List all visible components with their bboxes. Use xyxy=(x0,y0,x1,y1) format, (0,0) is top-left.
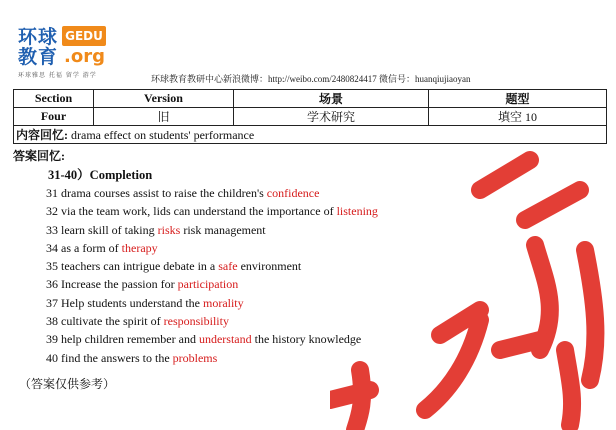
list-item xyxy=(46,330,378,348)
list-item xyxy=(46,202,378,220)
item-answer: risks xyxy=(157,222,181,237)
header-section: Section xyxy=(14,90,94,108)
item-text: 37 Help students understand the xyxy=(46,295,203,310)
logo-cn-line2: 教育 xyxy=(18,46,59,68)
list-item xyxy=(46,239,378,257)
logo-cn-line1: 环球 xyxy=(18,26,59,48)
cell-question-type: 填空 10 xyxy=(429,108,607,126)
item-text-after: the history knowledge xyxy=(251,332,362,347)
item-answer: confidence xyxy=(266,186,320,200)
logo-tagline: 环球雅思 托福 留学 游学 xyxy=(18,72,97,79)
item-text-after: environment xyxy=(237,259,302,274)
item-text: 38 cultivate the spirit of xyxy=(46,314,164,329)
list-item xyxy=(46,275,378,293)
item-answer: understand xyxy=(198,332,252,347)
list-item xyxy=(46,349,378,367)
item-text: 31 drama courses assist to raise the children's xyxy=(46,186,267,200)
cell-scene: 学术研究 xyxy=(234,108,429,126)
cell-version: 旧 xyxy=(94,108,234,126)
header-scene: 场景 xyxy=(234,90,429,108)
table-row xyxy=(14,108,607,126)
item-answer: listening xyxy=(336,204,378,219)
table-recall-row xyxy=(14,126,607,144)
weibo-contact-line: 环球教育教研中心新浪微博：http://weibo.com/2480824417 微信号：huanqiujiaoyan xyxy=(151,74,471,84)
item-answer: problems xyxy=(172,350,218,365)
item-answer: morality xyxy=(202,295,244,310)
item-text: 34 as a form of xyxy=(46,240,122,255)
gedu-logo xyxy=(18,26,114,82)
table-header-row xyxy=(14,90,607,108)
recall-text: drama effect on students' performance xyxy=(68,128,255,142)
list-item xyxy=(46,294,378,312)
list-item xyxy=(46,184,378,202)
item-text: 39 help children remember and xyxy=(46,332,199,347)
item-text: 33 learn skill of taking xyxy=(46,222,158,237)
list-item xyxy=(46,257,378,275)
answer-label: 答案回忆: xyxy=(13,149,65,163)
item-answer: therapy xyxy=(121,240,158,255)
item-text-after: risk management xyxy=(180,222,266,237)
cell-content-recall xyxy=(14,126,607,144)
section-title: 31-40）Completion xyxy=(48,168,153,182)
item-text: 35 teachers can intrigue debate in a xyxy=(46,259,219,274)
item-answer: responsibility xyxy=(163,314,229,329)
list-item xyxy=(46,221,378,239)
list-item xyxy=(46,312,378,330)
logo-gedu-box: GEDU xyxy=(62,26,106,46)
item-text: 36 Increase the passion for xyxy=(46,277,178,292)
answer-list xyxy=(46,184,378,367)
item-text: 40 find the answers to the xyxy=(46,350,173,365)
item-text: 32 via the team work, lids can understand the importance of xyxy=(46,204,337,219)
item-answer: safe xyxy=(218,259,238,274)
cell-section: Four xyxy=(14,108,94,126)
logo-org-text: .org xyxy=(64,46,105,67)
item-answer: participation xyxy=(177,277,239,292)
header-version: Version xyxy=(94,90,234,108)
header-question-type: 题型 xyxy=(429,90,607,108)
info-table xyxy=(13,89,607,144)
footnote: （答案仅供参考） xyxy=(19,377,116,391)
recall-label: 内容回忆: xyxy=(16,128,68,142)
